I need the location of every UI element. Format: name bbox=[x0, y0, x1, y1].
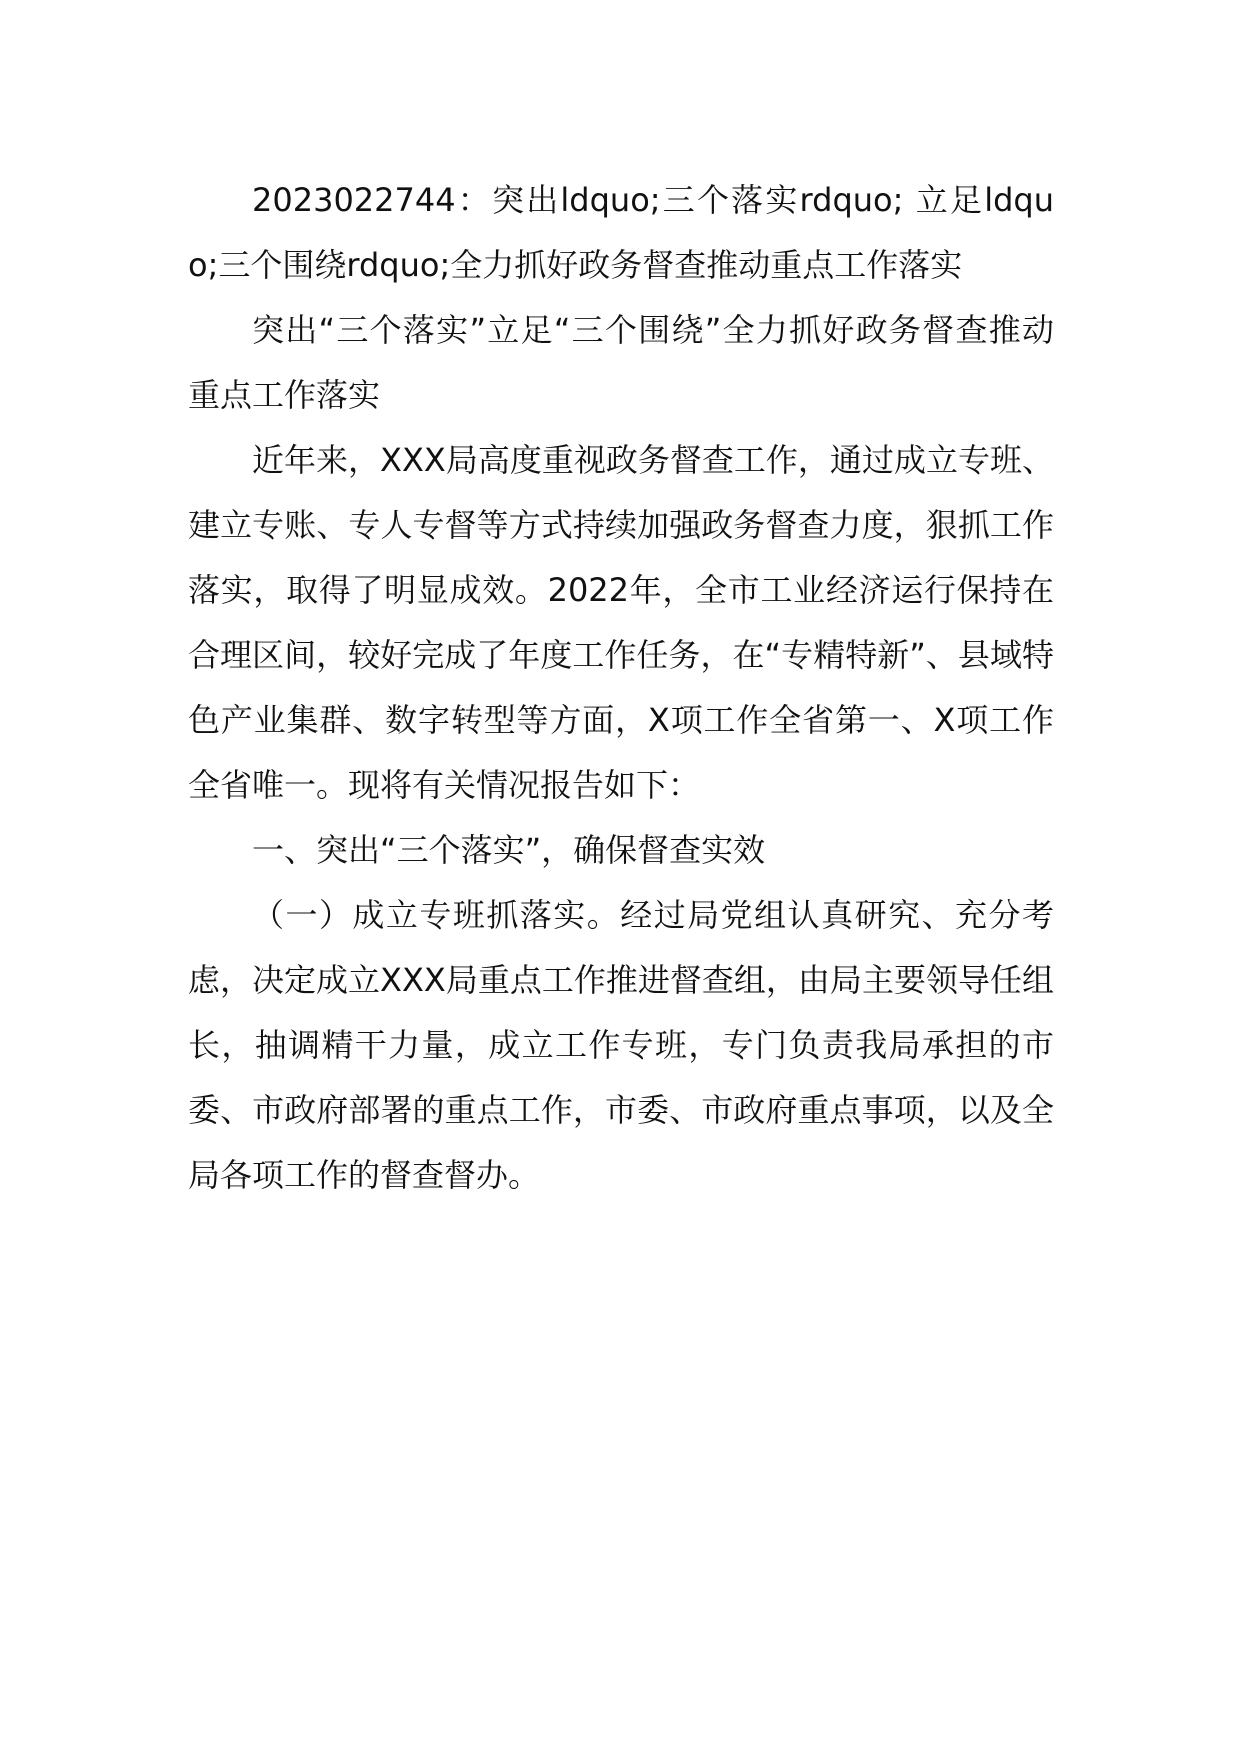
intro-paragraph: 近年来，XXX局高度重视政务督查工作，通过成立专班、建立专账、专人专督等方式持续加强政务督查力度，狠抓工作落实，取得了明显成效。2022年，全市工业经济运行保持在合理区间，较好完成了年度工作任务，在“专精特新”、县域特色产业集群、数字转型等方面，X项工作全省第一、X项工作全省唯一。现将有关情况报告如下： bbox=[188, 441, 1054, 804]
document-body bbox=[188, 168, 1054, 1208]
section-heading-1: 一、突出“三个落实”，确保督查实效 bbox=[252, 831, 766, 869]
document-file-title: 2023022744：突出ldquo;三个落实rdquo; 立足ldquo;三个围绕rdquo;全力抓好政务督查推动重点工作落实 bbox=[188, 181, 1054, 284]
subsection-paragraph-1: （一）成立专班抓落实。经过局党组认真研究、充分考虑，决定成立XXX局重点工作推进督查组，由局主要领导任组长，抽调精干力量，成立工作专班，专门负责我局承担的市委、市政府部署的重点工作，市委、市政府重点事项，以及全局各项工作的督查督办。 bbox=[188, 896, 1054, 1194]
document-heading: 突出“三个落实”立足“三个围绕”全力抓好政务督查推动重点工作落实 bbox=[188, 311, 1054, 414]
